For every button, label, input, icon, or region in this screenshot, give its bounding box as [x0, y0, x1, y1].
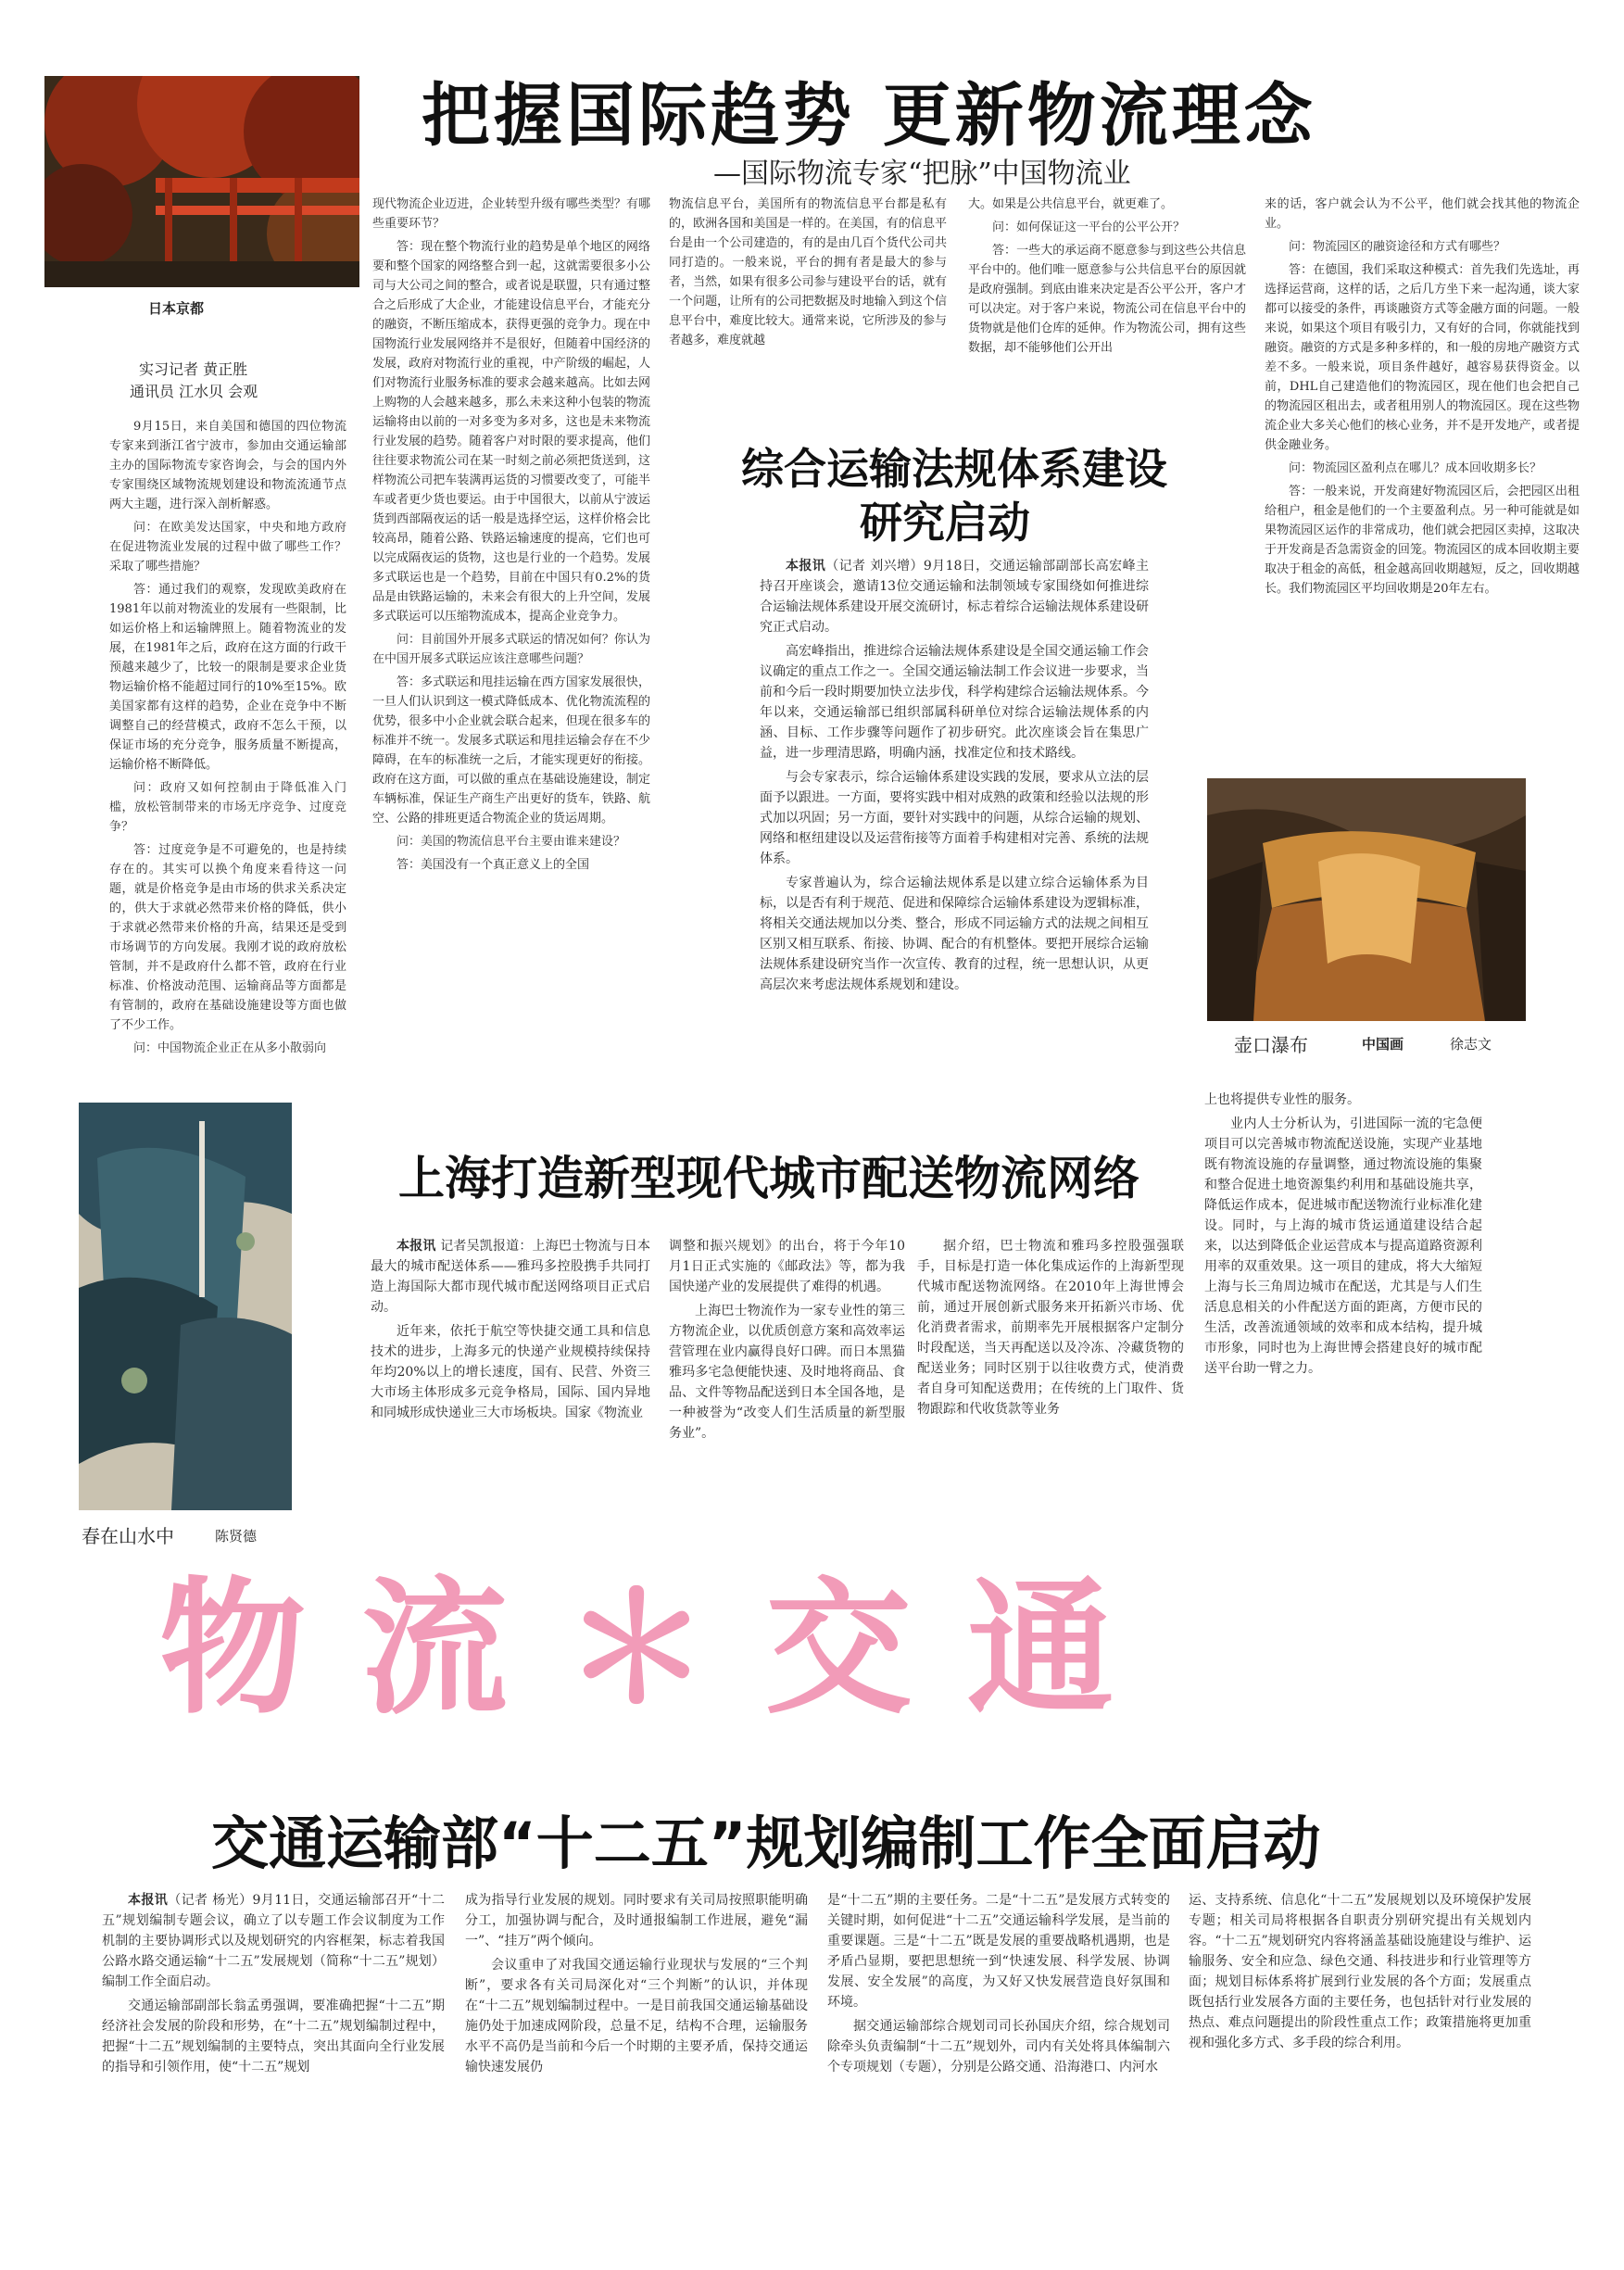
question: 现代物流企业迈进，企业转型升级有哪些类型？有哪些重要环节？	[372, 197, 650, 231]
article4-column-3	[827, 1890, 1170, 2233]
paragraph: 运、支持系统、信息化“十二五”发展规划以及环境保护发展专题；相关司局将根据各自职责分别研究提出有关规划内容。“十二五”规划研究内容将涵盖基础设施建设与维护、运输服务、安全和应急、绿色交通、科技进步和行业管理等方面；规划目标体系将扩展到行业发展的各个方面；发展重点既包括行业发展各方面的主要任务，也包括针对行业发展的热点、难点问题提出的阶段性重点工作；政策措施将更加重视和强化多方式、多手段的综合利用。	[1189, 1893, 1531, 2050]
paragraph: 上海巴士物流作为一家专业性的第三方物流企业，以优质创意方案和高效率运营管理在业内赢得良好口碑。而日本黑猫雅玛多宅急便能快速、及时地将商品、食品、文件等物品配送到日本全国各地，是一种被誉为“改变人们生活质量的新型服务业”。	[669, 1304, 905, 1441]
article3-column-1	[371, 1236, 650, 1514]
paragraph: 9月15日，来自美国和德国的四位物流专家来到浙江省宁波市，参加由交通运输部主办的国际物流专家咨询会，与会的国内外专家围绕区域物流规划建设和物流流通节点两大主题，进行深入剖析解惑。	[109, 420, 346, 511]
question: 问：物流园区的融资途径和方式有哪些？	[1289, 240, 1506, 254]
kyoto-photo-caption: 日本京都	[148, 300, 205, 317]
article4-column-1	[102, 1890, 445, 2233]
paragraph: 大。如果是公共信息平台，就更难了。	[968, 197, 1174, 211]
paragraph: 上也将提供专业性的服务。	[1204, 1092, 1360, 1107]
article1-column-1	[109, 417, 346, 1075]
paragraph: 来的话，客户就会认为不公平，他们就会找其他的物流企业。	[1265, 197, 1580, 231]
article1-subtitle: —国际物流专家“把脉”中国物流业	[713, 158, 1131, 190]
waterfall-title: 壶口瀑布	[1234, 1034, 1308, 1056]
question: 问：物流园区盈利点在哪儿？成本回收期多长？	[1289, 461, 1542, 475]
article1-column-3	[669, 195, 947, 385]
waterfall-genre: 中国画	[1362, 1036, 1404, 1053]
dateline: 本报讯	[397, 1239, 436, 1254]
paragraph: 答：通过我们的观察，发现欧美政府在1981年以前对物流业的发展有一些限制，比如运价格上和运输牌照上。随着物流业的发展，在1981年之后，政府在这方面的行政干预越来越少了，比较一的限制是要求企业货物运输价格不能超过同行的10%至15%。欧美国家都有这样的趋势，企业在竞争中不断调整自己的经营模式，政府不怎么干预，以保证市场的充分竞争，服务质量不断提高，运输价格不断降低。	[109, 583, 346, 772]
article3-column-2	[669, 1236, 905, 1514]
paragraph	[371, 1236, 650, 1318]
paragraph: 专家普遍认为，综合运输法规体系是以建立综合运输体系为目标，以是否有利于规范、促进和保障综合运输体系建设为逻辑标准，将相关交通法规加以分类、整合，形成不同运输方式的法规之间相互区别又相互联系、衔接、协调、配合的有机整体。要把开展综合运输法规体系建设研究当作一次宣传、教育的过程，统一思想认识，从更高层次来考虑法规体系规划和建设。	[760, 876, 1149, 992]
spring-painting-title: 春在山水中	[82, 1525, 174, 1547]
reporter: （记者 杨光）	[168, 1893, 253, 1908]
article3-title: 上海打造新型现代城市配送物流网络	[398, 1152, 1139, 1205]
kyoto-photo	[44, 76, 359, 287]
question: 问：政府又如何控制由于降低准入门槛，放松管制带来的市场无序竞争、过度竞争？	[109, 781, 346, 834]
paragraph-text: 上海巴士物流与日本最大的城市配送体系——雅玛多控股携手共同打造上海国际大都市现代城市配送网络项目正式启动。	[371, 1239, 650, 1315]
spring-landscape-painting	[79, 1103, 292, 1510]
paragraph: 物流信息平台，美国所有的物流信息平台都是私有的，欧洲各国和美国是一样的。在美国，有的信息平台是由一个公司建造的，有的是由几百个货代公司共同打造的。一般来说，平台的拥有者是最大的参与者，当然，如果有很多公司参与建设平台的话，就有一个问题，让所有的公司把数据及时地输入到这个信息平台中，难度比较大。通常来说，它所涉及的参与者越多，难度就越	[669, 197, 947, 347]
paragraph: 交通运输部副部长翁孟勇强调，要准确把握“十二五”期经济社会发展的阶段和形势，在“十二五”规划编制过程中，把握“十二五”规划编制的主要特点，突出其面向全行业发展的指导和引领作用，使“十二五”规划	[102, 1999, 445, 2075]
paragraph: 答：在德国，我们采取这种模式：首先我们先选址，再选择运营商，这样的话，之后几方坐下来一起沟通，谈大家都可以接受的条件，再谈融资方式等金融方面的问题。一般来说，如果这个项目有吸引力，又有好的合同，你就能找到融资。融资的方式是多种多样的，和一般的房地产融资方式差不多。一般来说，项目条件越好，越容易获得资金。以前，DHL自己建造他们的物流园区，现在他们也会把自己的物流园区租出去，或者租用别人的物流园区。现在这些物流企业大多关心他们的核心业务，并不是开发地产，或者提供金融业务。	[1265, 263, 1580, 452]
paragraph: 业内人士分析认为，引进国际一流的宅急便项目可以完善城市物流配送设施，实现产业基地既有物流设施的存量调整，通过物流设施的集聚和整合促进土地资源集约利用和基础设施共享，降低运作成本，促进城市配送物流行业标准化建设。同时，与上海的城市货运通道建设结合起来，以达到降低企业运营成本与提高道路资源利用率的双重效果。这一项目的建成，将大大缩短上海与长三角周边城市在配送，尤其是与人们生活息息相关的小件配送方面的距离，方便市民的生活，改善流通领域的效率和成本结构，提升城市形象，同时也为上海世博会搭建良好的城市配送平台助一臂之力。	[1204, 1116, 1482, 1376]
question: 问：美国的物流信息平台主要由谁来建设？	[397, 835, 626, 849]
article1-column-4	[968, 195, 1246, 385]
paragraph: 答：多式联运和甩挂运输在西方国家发展很快，一旦人们认识到这一模式降低成本、优化物流流程的优势，很多中小企业就会联合起来，但现在很多车的标准并不统一。发展多式联运和甩挂运输会存在不少障碍，在车的标准统一之后，才能实现更好的衔接。政府在这方面，可以做的重点在基础设施建设，制定车辆标准，保证生产商生产出更好的货车，铁路、航空、公路的排班更适合物流企业的货运周期。	[372, 675, 650, 826]
article1-byline-reporter: 实习记者 黄正胜	[139, 360, 248, 378]
article1-column-5	[1265, 195, 1580, 774]
paragraph: 调整和振兴规划》的出台，将于今年10月1日正式实施的《邮政法》等，都为我国快递产业的发展提供了难得的机遇。	[669, 1239, 905, 1294]
article1-byline-correspondent: 通讯员 江水贝 会观	[130, 383, 258, 400]
article2-body	[760, 556, 1149, 1084]
article1-title: 把握国际趋势 更新物流理念	[422, 76, 1316, 156]
hukou-waterfall-painting	[1207, 778, 1526, 1021]
paragraph: 与会专家表示，综合运输体系建设实践的发展，要求从立法的层面予以跟进。一方面，要将实践中相对成熟的政策和经验以法规的形式加以巩固；另一方面，要针对实践中的问题，从综合运输的规划、网络和枢纽建设以及运营衔接等方面着手构建相对完善、系统的法规体系。	[760, 770, 1149, 866]
spring-painting-artist: 陈贤德	[215, 1528, 258, 1545]
article3-column-3	[917, 1236, 1184, 1514]
article2-title-line1: 综合运输法规体系建设	[741, 444, 1167, 494]
question: 问：在欧美发达国家，中央和地方政府在促进物流业发展的过程中做了哪些工作？采取了哪些措施？	[109, 521, 346, 574]
question: 问：中国物流企业正在从多小散弱向	[133, 1041, 327, 1055]
paragraph: 答：现在整个物流行业的趋势是单个地区的网络要和整个国家的网络整合到一起，这就需要很多小公司与大公司之间的整合，或者说是联盟，只有通过整合之后形成了大企业，才能建设信息平台，才能充分的融资，不断压缩成本，获得更强的竞争力。现在中国物流行业发展网络并不是很好，但随着中国经济的发展，政府对物流行业的重视，中产阶级的崛起，人们对物流行业服务标准的要求会越来越高。比如去网上购物的人会越来越多，那么未来这种小包装的物流运输将由以前的一对多变为多对多，这也是未来物流行业发展的趋势。随着客户对时限的要求提高，他们往往要求物流公司在某一时刻之前必须把货送到，这样物流公司把车装满再运货的习惯要改变了，可能半车或者更少货也要运。由于中国很大，以前从宁波运货到西部隔夜运的话一般是选择空运，这样价格会比较高昂，随着公路、铁路运输速度的提高，它们也可以完成隔夜运的货物，这也是行业的一个趋势。发展多式联运也是一个趋势，目前在中国只有0.2%的货品是由铁路运输的，未来会有很大的上升空间，发展多式联运可以压缩物流成本，提高企业竞争力。	[372, 240, 650, 624]
paragraph	[102, 1890, 445, 1992]
paragraph: 高宏峰指出，推进综合运输法规体系建设是全国交通运输工作会议确定的重点工作之一。全国交通运输法制工作会议进一步要求，当前和今后一段时期要加快立法步伐，科学构建综合运输法规体系。今年以来，交通运输部已组织部属科研单位对综合运输法规体系的内涵、目标、工作步骤等问题作了初步研究。此次座谈会旨在集思广益，进一步理清思路，明确内涵，找准定位和技术路线。	[760, 644, 1149, 761]
question: 问：如何保证这一平台的公平公开？	[992, 221, 1186, 234]
paragraph: 近年来，依托于航空等快捷交通工具和信息技术的进步，上海多元的快递产业规模持续保持年均20%以上的增长速度，国有、民营、外资三大市场主体形成多元竞争格局，国际、国内异地和同城形成快递业三大市场板块。国家《物流业	[371, 1324, 650, 1420]
paragraph: 是“十二五”期的主要任务。二是“十二五”是发展方式转变的关键时期，如何促进“十二五”交通运输科学发展，是当前的重要课题。三是“十二五”既是发展的重要战略机遇期，也是矛盾凸显期，要把思想统一到“快速发展、科学发展、协调发展、安全发展”的高度，为又好又快发展营造良好氛围和环境。	[827, 1893, 1170, 2010]
dateline: 本报讯	[128, 1893, 169, 1908]
paragraph: 据交通运输部综合规划司司长孙国庆介绍，综合规划司除牵头负责编制“十二五”规划外，司内有关处将具体编制六个专项规划（专题），分别是公路交通、沿海港口、内河水	[827, 2019, 1170, 2075]
paragraph-text: 9月18日，交通运输部副部长高宏峰主持召开座谈会，邀请13位交通运输和法制领域专家围绕如何推进综合运输法规体系建设开展交流研讨，标志着综合运输法规体系建设研究正式启动。	[760, 559, 1149, 635]
article2-title-line2: 研究启动	[860, 498, 1030, 548]
question: 问：目前国外开展多式联运的情况如何？你认为在中国开展多式联运应该注意哪些问题？	[372, 633, 650, 666]
paragraph	[760, 556, 1149, 637]
paragraph: 成为指导行业发展的规划。同时要求有关司局按照职能明确分工，加强协调与配合，及时通报编制工作进展，避免“漏一”、“挂万”两个倾向。	[465, 1893, 808, 1948]
paragraph: 据介绍，巴士物流和雅玛多控股强强联手，目标是打造一体化集成运作的上海新型现代城市配送物流网络。在2010年上海世博会前，通过开展创新式服务来开拓新兴市场、优化消费者需求，前期率先开展根据客户定制分时段配送，当天再配送以及冷冻、冷藏货物的配送业务；同时区别于以往收费方式，使消费者自身可知配送费用；在传统的上门取件、货物跟踪和代收货款等业务	[917, 1239, 1184, 1417]
paragraph: 答：一些大的承运商不愿意参与到这些公共信息平台中的。他们唯一愿意参与公共信息平台的原因就是政府强制。到底由谁来决定是否公平公开，客户才可以决定。对于客户来说，物流公司在信息平台中的货物就是他们仓库的延伸。作为物流公司，拥有这些数据，却不能够他们公开出	[968, 244, 1246, 355]
waterfall-artist: 徐志文	[1450, 1036, 1492, 1053]
paragraph: 答：过度竞争是不可避免的，也是持续存在的。其实可以换个角度来看待这一问题，就是价格竞争是由市场的供求关系决定的，供大于求就必然带来价格的降低，供小于求就必然带来价格的升高，结果还是受到市场调节的方向发展。我刚才说的政府放松管制，并不是政府什么都不管，政府在行业标准、价格波动范围、运输商品等方面都是有管制的，政府在基础设施建设等方面也做了不少工作。	[109, 843, 346, 1032]
paragraph: 答：一般来说，开发商建好物流园区后，会把园区出租给租户，租金是他们的一个主要盈利点。另一种可能就是如果物流园区运作的非常成功，他们就会把园区卖掉，这取决于开发商是否急需资金的回笼。物流园区的成本回收期主要取决于租金的高低，租金越高回收期越短，反之，回收期越长。我们物流园区平均回收期是20年左右。	[1265, 485, 1580, 596]
dateline: 本报讯	[786, 559, 826, 574]
article1-column-2	[372, 195, 650, 1084]
paragraph-text: 9月11日，交通运输部召开“十二五”规划编制专题会议，确立了以专题工作会议制度为工作机制的主要协调形式以及规划研究的内容框架，标志着我国公路水路交通运输“十二五”发展规划（简称“十二五”规划）编制工作全面启动。	[102, 1893, 445, 1989]
article4-title: 交通运输部“十二五”规划编制工作全面启动	[211, 1810, 1321, 1877]
article3-column-4	[1204, 1090, 1482, 1516]
article4-column-2	[465, 1890, 808, 2233]
article4-column-4	[1189, 1890, 1531, 2233]
paragraph: 答：美国没有一个真正意义上的全国	[397, 858, 590, 872]
reporter: 记者吴凯报道：	[440, 1239, 533, 1254]
paragraph: 会议重申了对我国交通运输行业现状与发展的“三个判断”，要求各有关司局深化对“三个判断”的认识，并体现在“十二五”规划编制过程中。一是目前我国交通运输基础设施仍处于加速成网阶段，总量不足，结构不合理，运输服务水平不高仍是当前和今后一个时期的主要矛盾，保持交通运输快速发展仍	[465, 1958, 808, 2075]
logistics-transport-banner: 物流＊交通	[159, 1564, 1169, 1734]
reporter: （记者 刘兴增）	[825, 559, 924, 574]
